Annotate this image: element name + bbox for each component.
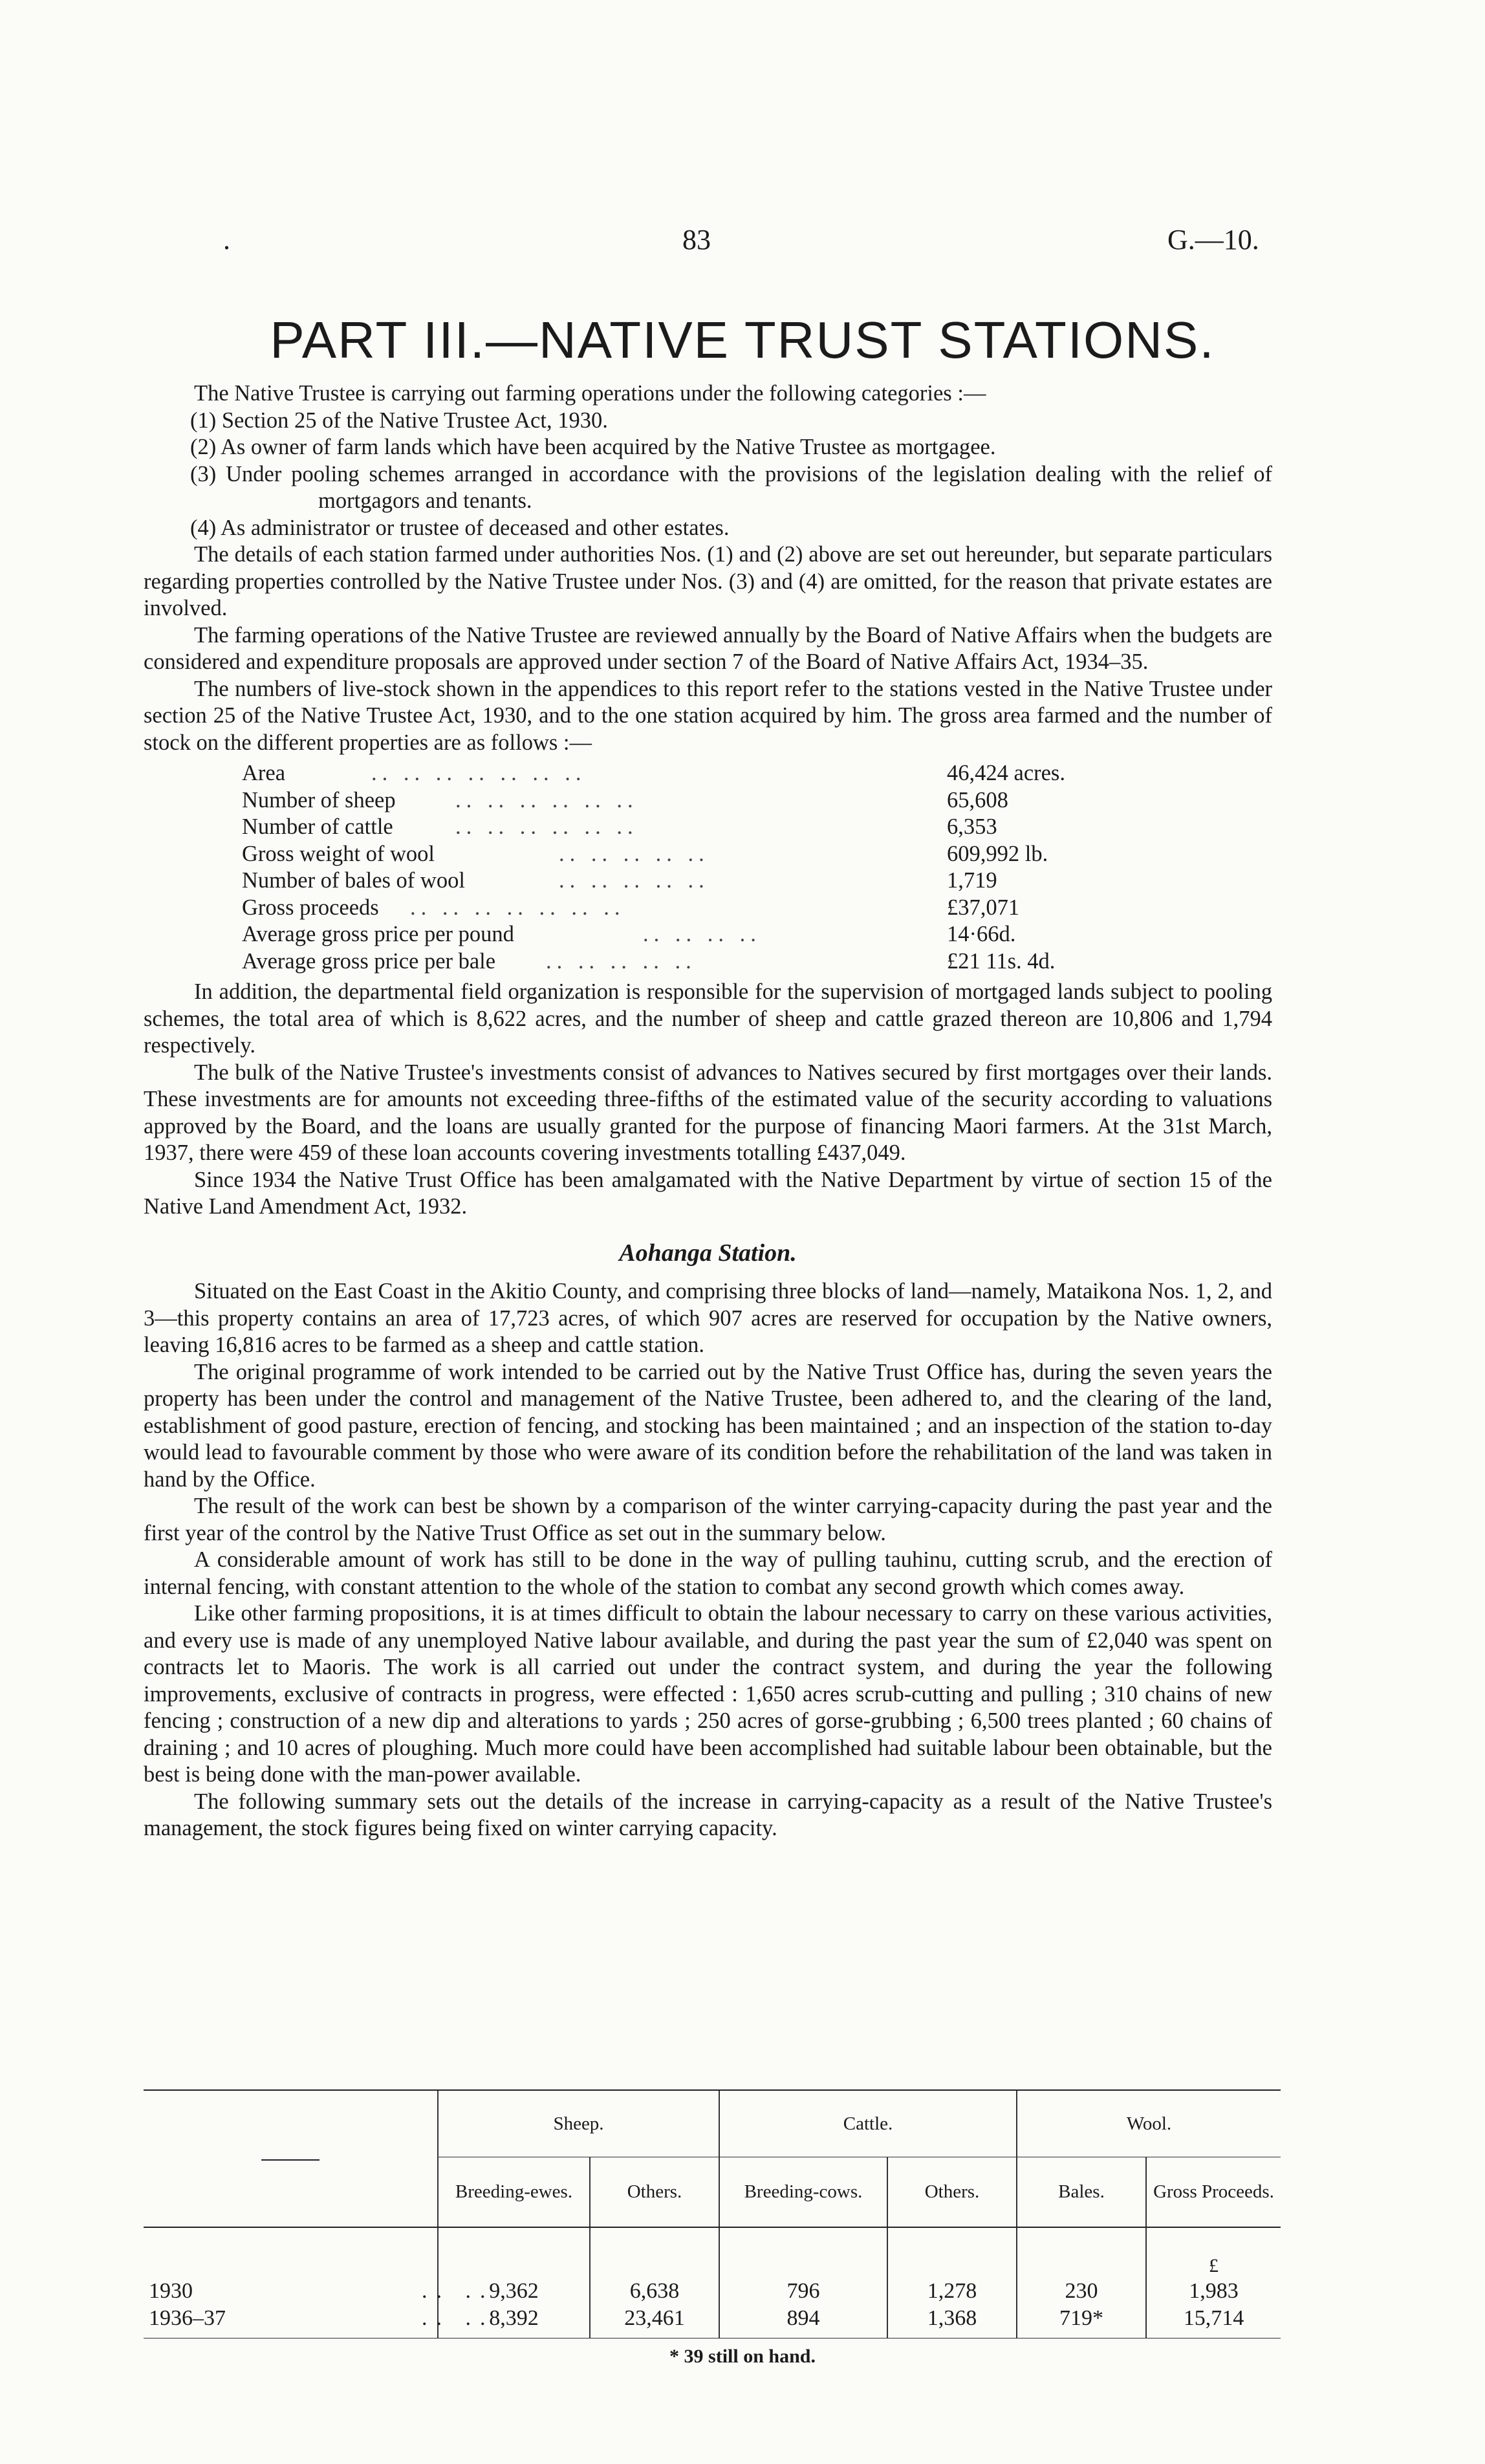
intro-paragraph: The Native Trustee is carrying out farming operations under the following categories :— bbox=[194, 381, 986, 406]
table-cell: 894 bbox=[719, 2305, 887, 2339]
table-cell: 8,392 bbox=[438, 2305, 590, 2339]
table-row bbox=[144, 2278, 1281, 2305]
group-header: Sheep. bbox=[438, 2090, 719, 2157]
stat-label: Average gross price per pound bbox=[242, 922, 514, 946]
year-cell: 1936–37 .. .. bbox=[144, 2305, 438, 2339]
table-cell: 15,714 bbox=[1146, 2305, 1281, 2339]
dash-rule bbox=[261, 2159, 320, 2161]
stat-value: 609,992 lb. bbox=[947, 841, 1048, 866]
category-item: (4) As administrator or trustee of deceased and other estates. bbox=[190, 515, 730, 540]
leader-dots: .. .. .. .. .. .. .. bbox=[410, 895, 625, 920]
stat-row bbox=[242, 814, 1154, 841]
paragraph: Since 1934 the Native Trust Office has been amalgamated with the Native Department by virtue of section 15 of the Native Land Amendment Act, 1932. bbox=[144, 1167, 1272, 1219]
paragraph: In addition, the departmental field organization is responsible for the supervision of mortgaged lands subject to pooling schemes, the total area of which is 8,622 acres, and the number of sheep and cattle grazed thereon are 10,806 and 1,794 respectively. bbox=[144, 979, 1272, 1058]
paragraph: Situated on the East Coast in the Akitio County, and comprising three blocks of land—namely, Mataikona Nos. 1, 2, and 3—this property contains an area of 17,723 acres, of which 907 acres are reserved for occupation by the Native owners, leaving 16,816 acres to be farmed as a sheep and cattle station. bbox=[144, 1279, 1272, 1357]
stat-label: Number of bales of wool bbox=[242, 868, 465, 893]
table-footnote: * 39 still on hand. bbox=[669, 2346, 816, 2367]
unit-row bbox=[144, 2227, 1281, 2278]
year-cell: 1930 .. .. bbox=[149, 2279, 495, 2303]
table-cell: 719* bbox=[1017, 2305, 1146, 2339]
paragraph: Like other farming propositions, it is at times difficult to obtain the labour necessary to carry on these various activities, and every use is made of any unemployed Native labour available, and during the past year the sum of £2,040 was spent on contracts let to Maoris. The work is all carried out under the contract system, and during the year the following improvements, exclusive of contracts in progress, were effected : 1,650 acres scrub-cutting and pulling ; 310 chains of new fencing ; construction of a new dip and alterations to yards ; 250 acres of gorse-grubbing ; 6,500 trees planted ; 60 chains of draining ; and 10 acres of ploughing. Much more could have been accomplished had suitable labour been obtainable, but the best is being done with the man-power available. bbox=[144, 1601, 1272, 1787]
column-header: Bales. bbox=[1017, 2157, 1146, 2228]
paragraph: The numbers of live-stock shown in the appendices to this report refer to the stations vested in the Native Trustee under section 25 of the Native Trustee Act, 1930, and to the one station acquired by him. The gross area farmed and the number of stock on the different properties are as follows :— bbox=[144, 676, 1272, 755]
stat-label: Number of sheep bbox=[242, 787, 396, 812]
table-cell: 1,983 bbox=[1146, 2278, 1281, 2305]
group-header: Cattle. bbox=[719, 2090, 1017, 2157]
table-cell: 23,461 bbox=[590, 2305, 719, 2339]
category-item: (2) As owner of farm lands which have been acquired by the Native Trustee as mortgagee. bbox=[190, 435, 996, 459]
currency-unit: £ bbox=[1146, 2227, 1281, 2278]
table-cell: 796 bbox=[719, 2278, 887, 2305]
column-header: Breeding-ewes. bbox=[438, 2157, 590, 2228]
table-cell: 6,638 bbox=[590, 2278, 719, 2305]
stat-row bbox=[242, 760, 1154, 787]
stat-value: £21 11s. 4d. bbox=[947, 948, 1056, 974]
paragraph: The bulk of the Native Trustee's investments consist of advances to Natives secured by first mortgages over their lands. These investments are for amounts not exceeding three-fifths of the estimated value of the security according to valuations approved by the Board, and the loans are usually granted for the purpose of financing Maori farmers. At the 31st March, 1937, there were 459 of these loan accounts covering investments totalling £437,049. bbox=[144, 1060, 1272, 1165]
table-cell: 1,278 bbox=[887, 2278, 1017, 2305]
paragraph: The farming operations of the Native Trustee are reviewed annually by the Board of Native Affairs when the budgets are considered and expenditure proposals are approved under section 7 of the Board of Native Affairs Act, 1934–35. bbox=[144, 622, 1272, 674]
stat-value: 1,719 bbox=[947, 868, 997, 893]
table-cell: 1,368 bbox=[887, 2305, 1017, 2339]
paragraph: The result of the work can best be shown by a comparison of the winter carrying-capacity during the past year and the first year of the control by the Native Trust Office as set out in the summary below. bbox=[144, 1494, 1272, 1545]
table-cell: 230 bbox=[1017, 2278, 1146, 2305]
stat-row bbox=[242, 841, 1154, 868]
document-code: G.—10. bbox=[1167, 224, 1259, 256]
paragraph: The original programme of work intended to be carried out by the Native Trust Office has, during the seven years the property has been under the control and management of the Native Trustee, been adhered to, and the clearing of the land, establishment of good pasture, erection of fencing, and stocking has been maintained ; and an inspection of the station to-day would lead to favourable comment by those who were aware of its condition before the rehabilitation of the land was taken in hand by the Office. bbox=[144, 1359, 1272, 1492]
stat-label: Area bbox=[242, 761, 286, 785]
stat-value: 6,353 bbox=[947, 814, 997, 839]
category-item: (1) Section 25 of the Native Trustee Act, 1930. bbox=[190, 408, 608, 433]
leader-dots: .. .. bbox=[422, 2279, 495, 2303]
leader-dots: .. .. bbox=[422, 2306, 495, 2330]
stat-value: 65,608 bbox=[947, 787, 1008, 812]
stat-row bbox=[242, 787, 1154, 814]
stat-label: Number of cattle bbox=[242, 814, 393, 839]
paragraph: A considerable amount of work has still to be done in the way of pulling tauhinu, cutting scrub, and the erection of internal fencing, with constant attention to the whole of the station to combat any second growth which comes away. bbox=[144, 1547, 1272, 1599]
column-header: Breeding-cows. bbox=[719, 2157, 887, 2228]
paragraph: The following summary sets out the details of the increase in carrying-capacity as a result of the Native Trustee's management, the stock figures being fixed on winter carrying capacity. bbox=[144, 1789, 1272, 1840]
station-heading: Aohanga Station. bbox=[619, 1239, 797, 1267]
column-header: Others. bbox=[887, 2157, 1017, 2228]
leader-dots: .. .. .. .. .. bbox=[546, 948, 697, 974]
group-header: Wool. bbox=[1017, 2090, 1281, 2157]
category-item: (3) Under pooling schemes arranged in accordance with the provisions of the legislation dealing with the relief of mortgagors and tenants. bbox=[190, 461, 1272, 513]
body-text bbox=[144, 380, 1272, 1842]
summary-table bbox=[144, 2089, 1281, 2339]
stat-row bbox=[242, 921, 1154, 948]
stat-row bbox=[242, 895, 1154, 922]
stat-value: £37,071 bbox=[947, 895, 1020, 920]
leader-dots: .. .. .. .. bbox=[643, 922, 761, 946]
page-header bbox=[0, 223, 1485, 262]
leader-dots: .. .. .. .. .. bbox=[559, 841, 710, 866]
stat-label: Gross weight of wool bbox=[242, 841, 435, 866]
paragraph: The details of each station farmed under authorities Nos. (1) and (2) above are set out hereunder, but separate particulars regarding properties controlled by the Native Trustee under Nos. (3) and (4) are omitted, for the reason that private estates are involved. bbox=[144, 542, 1272, 620]
leader-dots: .. .. .. .. .. .. .. bbox=[371, 761, 587, 785]
stat-row bbox=[242, 948, 1154, 976]
stat-row bbox=[242, 867, 1154, 895]
stat-label: Gross proceeds bbox=[242, 895, 379, 920]
page-number: 83 bbox=[682, 224, 711, 256]
stub-header bbox=[144, 2090, 438, 2227]
group-header-row bbox=[144, 2090, 1281, 2157]
column-header: Gross Proceeds. bbox=[1146, 2157, 1281, 2228]
leader-dots: .. .. .. .. .. .. bbox=[455, 814, 638, 839]
stock-statistics-table bbox=[242, 760, 1154, 975]
leader-dots: .. .. .. .. .. bbox=[559, 868, 710, 893]
table-row bbox=[144, 2305, 1281, 2339]
stat-value: 14·66d. bbox=[947, 922, 1016, 946]
stat-value: 46,424 acres. bbox=[947, 761, 1065, 785]
stat-label: Average gross price per bale bbox=[242, 948, 496, 974]
table-cell: 9,362 bbox=[438, 2278, 590, 2305]
part-title: PART III.—NATIVE TRUST STATIONS. bbox=[270, 311, 1215, 369]
column-header: Others. bbox=[590, 2157, 719, 2228]
header-mark: . bbox=[223, 224, 230, 256]
leader-dots: .. .. .. .. .. .. bbox=[455, 787, 638, 812]
